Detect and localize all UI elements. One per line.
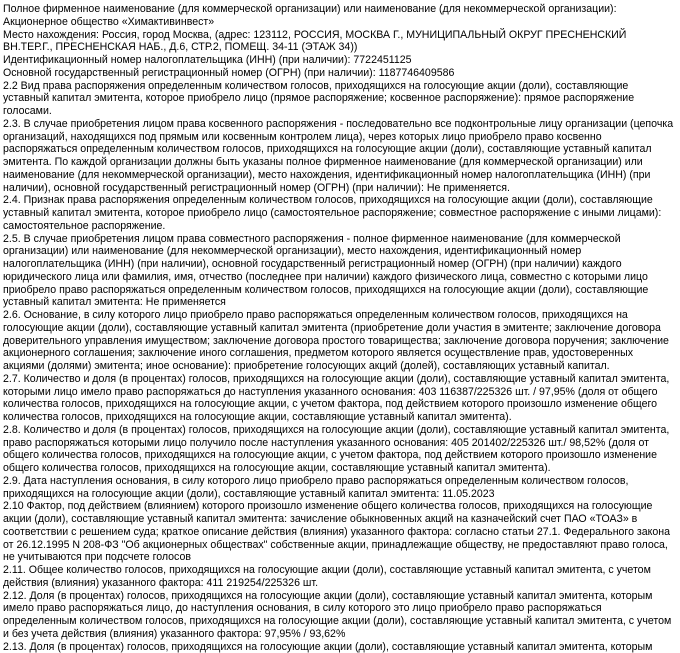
section-2-13: 2.13. Доля (в процентах) голосов, приходящихся на голосующие акции (доли), составляющие уставный капитал эмитента, которым xyxy=(3,641,675,653)
section-2-9: 2.9. Дата наступления основания, в силу которого лицо приобрело право распоряжаться определенным количеством голосов, приходящихся на голосующие акции (доли), составляющие уставный капитал эмитента: 11.05.2023 xyxy=(3,475,675,501)
issuer-location-line: Место нахождения: Россия, город Москва, (адрес: 123112, РОССИЯ, МОСКВА Г., МУНИЦИПАЛЬНЫЙ ОКРУГ ПРЕСНЕНСКИЙ ВН.ТЕР.Г., ПРЕСНЕНСКАЯ НАБ., Д.6, СТР.2, ПОМЕЩ. 34-11 (ЭТАЖ 34)) xyxy=(3,29,675,55)
section-2-11: 2.11. Общее количество голосов, приходящихся на голосующие акции (доли), составляющие уставный капитал эмитента, с учетом действия (влияния) указанного фактора: 411 219254/225326 шт. xyxy=(3,564,675,590)
section-2-2: 2.2 Вид права распоряжения определенным количеством голосов, приходящихся на голосующие акции (доли), составляющие уставный капитал эмитента, которое приобрело лицо (прямое распоряжение; косвенное распоряжение): прямое распоряжение голосами. xyxy=(3,80,675,118)
section-2-12: 2.12. Доля (в процентах) голосов, приходящихся на голосующие акции (доли), составляющие уставный капитал эмитента, которым имело право распоряжаться лицо, до наступления основания, в силу которого это лицо приобрело право распоряжаться определенным количеством голосов, приходящихся на голосующие акции (доли), составляющие уставный капитал эмитента, с учетом и без учета действия (влияния) указанного фактора: 97,95% / 93,62% xyxy=(3,590,675,641)
section-2-3: 2.3. В случае приобретения лицом права косвенного распоряжения - последовательно все подконтрольные лицу организации (цепочка организаций, находящихся под прямым или косвенным контролем лица), через которых лицо приобрело право косвенно распоряжаться определенным количеством голосов, приходящихся на голосующие акции (доли), составляющие уставный капитал эмитента. По каждой организации должны быть указаны полное фирменное наименование (для коммерческой организации) или наименование (для некоммерческой организации), место нахождения, идентификационный номер налогоплательщика (ИНН) (при наличии), основной государственный регистрационный номер (ОГРН) (при наличии): Не применяется. xyxy=(3,118,675,195)
section-2-8: 2.8. Количество и доля (в процентах) голосов, приходящихся на голосующие акции (доли), составляющие уставный капитал эмитента, право распоряжаться которыми лицо получило после наступления указанного основания: 405 201402/225326 шт./ 98,52% (доля от общего количества голосов, приходящихся на голосующие акции, с учетом фактора, под действием которого произошло изменение общего количества голосов, приходящихся на голосующие акции, составляющие уставный капитал эмитента). xyxy=(3,424,675,475)
inn-line: Идентификационный номер налогоплательщика (ИНН) (при наличии): 7722451125 xyxy=(3,54,675,67)
ogrn-line: Основной государственный регистрационный номер (ОГРН) (при наличии): 1187746409586 xyxy=(3,67,675,80)
section-2-7: 2.7. Количество и доля (в процентах) голосов, приходящихся на голосующие акции (доли), составляющие уставный капитал эмитента, которыми лицо имело право распоряжаться до наступления указанного основания: 403 116387/225326 шт. / 97,95% (доля от общего количества голосов, приходящихся на голосующие акции, с учетом фактора, под действием которого произошло изменение общего количества голосов, приходящихся на голосующие акции, составляющие уставный капитал эмитента). xyxy=(3,373,675,424)
section-2-10: 2.10 Фактор, под действием (влиянием) которого произошло изменение общего количества голосов, приходящихся на голосующие акции (доли), составляющие уставный капитал эмитента: зачисление обыкновенных акций на казначейский счет ПАО «ТОАЗ» в соответствии с решением суда; краткое описание действия (влияния) указанного фактора: согласно статьи 27.1. Федерального закона от 26.12.1995 N 208-ФЗ "Об акционерных обществах" собственные акции, принадлежащие обществу, не предоставляют право голоса, не учитываются при подсчете голосов xyxy=(3,500,675,564)
section-2-4: 2.4. Признак права распоряжения определенным количеством голосов, приходящихся на голосующие акции (доли), составляющие уставный капитал эмитента, которое приобрело лицо (самостоятельное распоряжение; совместное распоряжение с иными лицами): самостоятельное распоряжение. xyxy=(3,194,675,232)
document-body xyxy=(3,3,675,653)
section-2-5: 2.5. В случае приобретения лицом права совместного распоряжения - полное фирменное наименование (для коммерческой организации) или наименование (для некоммерческой организации), место нахождения, идентификационный номер налогоплательщика (ИНН) (при наличии), основной государственный регистрационный номер (ОГРН) (при наличии) каждого юридического лица или фамилия, имя, отчество (последнее при наличии) каждого физического лица, совместно с которыми лицо приобрело право распоряжаться определенным количеством голосов, приходящихся на голосующие акции (доли), составляющие уставный капитал эмитента: Не применяется xyxy=(3,233,675,310)
section-2-6: 2.6. Основание, в силу которого лицо приобрело право распоряжаться определенным количеством голосов, приходящихся на голосующие акции (доли), составляющие уставный капитал эмитента (приобретение доли участия в эмитенте; заключение договора доверительного управления имуществом; заключение договора простого товарищества; заключение договора поручения; заключение акционерного соглашения; заключение иного соглашения, предметом которого является осуществление прав, удостоверенных акциями (долями) эмитента; иное основание): приобретение голосующих акций (долей), составляющих уставный капитал. xyxy=(3,309,675,373)
issuer-name-line: Полное фирменное наименование (для коммерческой организации) или наименование (для некоммерческой организации): Акционерное общество «Химактивинвест» xyxy=(3,3,675,29)
